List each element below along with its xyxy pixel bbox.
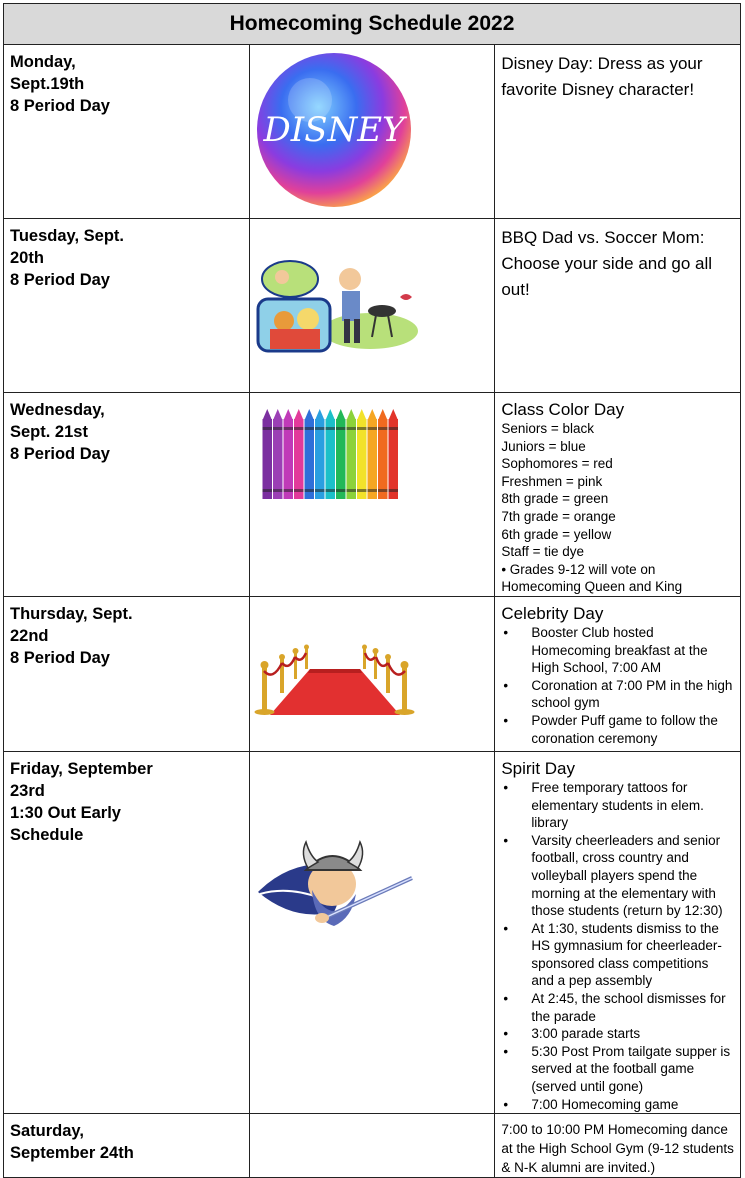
day-cell	[4, 219, 250, 393]
crayon	[357, 409, 367, 499]
event-item: • 5:30 Post Prom tailgate supper is served at the football game (served until gone)	[501, 1043, 734, 1096]
schedule-table	[3, 3, 741, 1178]
day-line: 8 Period Day	[10, 97, 110, 115]
image-cell	[249, 219, 495, 393]
description-heading: Spirit Day	[501, 758, 575, 778]
description-heading: Class Color Day	[501, 400, 625, 419]
day-line: 8 Period Day	[10, 271, 110, 289]
description-cell	[495, 45, 741, 219]
schedule-row-monday	[4, 45, 741, 219]
day-line: Thursday, Sept.	[10, 604, 133, 623]
description-cell	[495, 393, 741, 597]
day-cell	[4, 45, 250, 219]
event-item: • Powder Puff game to follow the coronation ceremony	[501, 712, 734, 747]
bbq-soccer-illustration	[250, 219, 419, 393]
event-item: • Coronation at 7:00 PM in the high school gym	[501, 677, 734, 712]
image-cell	[249, 45, 495, 219]
schedule-row-saturday	[4, 1114, 741, 1178]
class-color-line: Seniors = black	[501, 421, 594, 436]
day-line: Schedule	[10, 825, 84, 844]
day-line: 8 Period Day	[10, 445, 110, 463]
day-cell	[4, 1114, 250, 1178]
voting-note: • Grades 9-12 will vote on Homecoming Queen and King	[501, 561, 683, 595]
day-line: 22nd	[10, 626, 49, 645]
event-item: • 3:00 parade starts	[501, 1025, 734, 1043]
crayons-illustration	[250, 393, 419, 591]
schedule-sheet	[3, 3, 741, 1178]
day-line: 8 Period Day	[10, 648, 110, 667]
crayon	[273, 409, 283, 499]
schedule-row-tuesday	[4, 219, 741, 393]
event-item: • Free temporary tattoos for elementary students in elem. library	[501, 779, 734, 832]
schedule-row-thursday	[4, 596, 741, 751]
event-item: • At 2:45, the school dismisses for the parade	[501, 990, 734, 1025]
crayon	[262, 409, 272, 499]
schedule-row-wednesday	[4, 393, 741, 597]
title-row	[4, 4, 741, 45]
event-item: • At 1:30, students dismiss to the HS gymnasium for cheerleader-sponsored class competitions and a pep assembly	[501, 920, 734, 990]
schedule-row-friday	[4, 751, 741, 1113]
image-cell	[249, 1114, 495, 1178]
event-list	[501, 779, 734, 1113]
description-heading: Celebrity Day	[501, 603, 604, 623]
class-color-line: 6th grade = yellow	[501, 526, 612, 542]
class-color-line: Sophomores = red	[501, 456, 613, 472]
image-cell	[249, 393, 495, 597]
crayon	[283, 409, 293, 499]
crayon	[367, 409, 377, 499]
day-cell	[4, 393, 250, 597]
description-cell	[495, 219, 741, 393]
crayon	[336, 409, 346, 499]
event-item: • Varsity cheerleaders and senior football, cross country and volleyball players spend the morning at the elementary with those students (return by 12:30)	[501, 832, 734, 920]
image-cell	[249, 596, 495, 751]
schedule-title: Homecoming Schedule 2022	[4, 4, 741, 45]
day-line: Saturday,	[10, 1122, 84, 1141]
crayon	[346, 409, 356, 499]
crayon	[294, 409, 304, 499]
day-line: 1:30 Out Early	[10, 803, 121, 822]
day-line: Sept.19th	[10, 75, 85, 93]
crayon	[378, 409, 388, 499]
day-line: Monday,	[10, 53, 76, 71]
class-color-line: Staff = tie dye	[501, 544, 584, 560]
day-line: Friday, September	[10, 759, 153, 778]
description-text: 7:00 to 10:00 PM Homecoming dance at the High School Gym (9-12 students & N-K alumni are invited.)	[501, 1122, 734, 1176]
class-color-line: Juniors = blue	[501, 438, 586, 454]
day-line: 23rd	[10, 781, 45, 800]
image-cell	[249, 751, 495, 1113]
event-item: • 7:00 Homecoming game	[501, 1096, 734, 1114]
crayon	[304, 409, 314, 499]
crayon	[315, 409, 325, 499]
disney-logo-image	[250, 45, 419, 219]
viking-mascot-illustration	[250, 752, 419, 1021]
description-text: Disney Day: Dress as your favorite Disney character!	[501, 54, 703, 99]
disney-logo-text: DISNEY	[263, 110, 405, 150]
class-color-line: Freshmen = pink	[501, 473, 603, 489]
day-line: Wednesday,	[10, 401, 105, 419]
day-line: September 24th	[10, 1144, 134, 1163]
class-color-line: 7th grade = orange	[501, 508, 616, 524]
day-line: Sept. 21st	[10, 423, 88, 441]
class-color-line: 8th grade = green	[501, 491, 609, 507]
crayon	[325, 409, 335, 499]
description-cell	[495, 1114, 741, 1178]
description-cell	[495, 596, 741, 751]
day-cell	[4, 751, 250, 1113]
day-cell	[4, 596, 250, 751]
red-carpet-illustration	[250, 597, 419, 752]
event-item: • Booster Club hosted Homecoming breakfast at the High School, 7:00 AM	[501, 624, 734, 677]
crayon	[388, 409, 398, 499]
event-list	[501, 624, 734, 747]
description-cell	[495, 751, 741, 1113]
description-text: BBQ Dad vs. Soccer Mom: Choose your side and go all out!	[501, 228, 713, 299]
day-line: 20th	[10, 249, 44, 267]
day-line: Tuesday, Sept.	[10, 227, 125, 245]
